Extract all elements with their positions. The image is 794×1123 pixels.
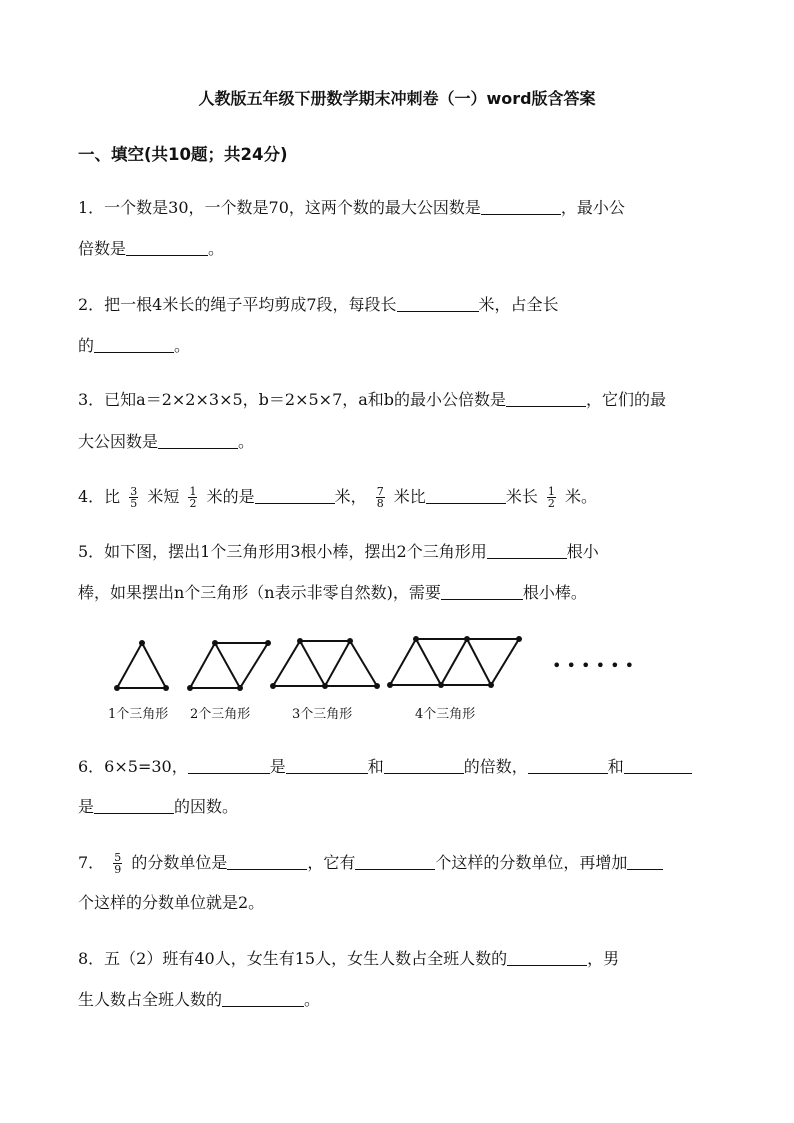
triangle-1-shape <box>117 643 166 688</box>
question-text: 米的是 <box>206 487 255 506</box>
answer-blank[interactable] <box>627 853 663 870</box>
figure-label-2: 2个三角形 <box>190 707 251 722</box>
answer-blank[interactable] <box>624 757 692 774</box>
question-text: 的分数单位是 <box>131 853 228 872</box>
question-text: ，最小公 <box>560 198 625 217</box>
figure-label-1: 1个三角形 <box>108 707 169 722</box>
question-text: 6．6×5=30， <box>78 757 188 776</box>
fraction-denominator: 2 <box>547 497 555 510</box>
question-text: 7． <box>78 853 105 872</box>
answer-blank[interactable] <box>481 198 561 215</box>
fraction-numerator: 1 <box>547 485 555 498</box>
answer-blank[interactable] <box>506 390 586 407</box>
question-text: 和 <box>367 757 384 776</box>
answer-blank[interactable] <box>426 487 506 504</box>
question-6-line-1 <box>78 757 692 777</box>
page-title: 人教版五年级下册数学期末冲刺卷（一）word版含答案 <box>198 89 596 108</box>
question-text: 。 <box>304 990 321 1009</box>
question-text: 大公因数是 <box>78 432 159 451</box>
answer-blank[interactable] <box>222 990 304 1007</box>
fraction-denominator: 9 <box>114 863 122 876</box>
answer-blank[interactable] <box>384 757 464 774</box>
figure-label-3: 3个三角形 <box>292 707 353 722</box>
answer-blank[interactable] <box>286 757 368 774</box>
question-text: 。 <box>238 432 255 451</box>
figure-label-4: 4个三角形 <box>415 707 476 722</box>
question-text: 生人数占全班人数的 <box>78 990 223 1009</box>
question-5-line-2 <box>78 583 587 603</box>
answer-blank[interactable] <box>255 487 335 504</box>
fraction-denominator: 5 <box>130 497 138 510</box>
question-text: 米， <box>334 487 367 506</box>
question-3-line-1 <box>78 390 666 410</box>
question-6-line-2 <box>78 797 238 817</box>
triangle-3-middle <box>300 641 350 686</box>
question-text: 根小 <box>566 542 599 561</box>
fraction <box>129 486 138 509</box>
answer-blank[interactable] <box>94 797 174 814</box>
fraction-numerator: 5 <box>114 851 122 864</box>
question-text: 棒，如果摆出n个三角形（n表示非零自然数)，需要 <box>78 583 441 602</box>
question-text: 。 <box>208 239 225 258</box>
ellipsis-dots: • • • • • • <box>552 656 635 675</box>
question-text: 个这样的分数单位，再增加 <box>435 853 628 872</box>
question-text: 1．一个数是30，一个数是70，这两个数的最大公因数是 <box>78 198 481 217</box>
question-7-line-1 <box>78 852 663 875</box>
question-8-line-2 <box>78 990 320 1010</box>
question-text: 的 <box>78 336 95 355</box>
answer-blank[interactable] <box>441 583 523 600</box>
question-1-line-2 <box>78 239 224 259</box>
triangle-2-shape-b <box>215 643 268 688</box>
fraction <box>376 486 385 509</box>
fraction <box>188 486 197 509</box>
question-1-line-1 <box>78 198 625 218</box>
question-text: ，它有 <box>307 853 356 872</box>
question-text: 个这样的分数单位就是2。 <box>78 893 265 912</box>
question-2-line-2 <box>78 336 190 356</box>
question-text: ，男 <box>587 949 620 968</box>
fraction-denominator: 8 <box>376 497 384 510</box>
answer-blank[interactable] <box>487 542 567 559</box>
question-8-line-1 <box>78 949 619 969</box>
answer-blank[interactable] <box>355 853 435 870</box>
question-text: 根小棒。 <box>522 583 587 602</box>
answer-blank[interactable] <box>507 949 587 966</box>
question-7-line-2 <box>78 893 264 913</box>
question-text: 3．已知a＝2×2×3×5，b＝2×5×7，a和b的最小公倍数是 <box>78 390 507 409</box>
question-text: 是 <box>269 757 286 776</box>
question-text: 米短 <box>147 487 180 506</box>
question-text: 8．五（2）班有40人，女生有15人，女生人数占全班人数的 <box>78 949 508 968</box>
answer-blank[interactable] <box>397 295 479 312</box>
section-heading: 一、填空(共10题；共24分) <box>78 145 288 164</box>
question-text: 米比 <box>393 487 426 506</box>
question-text: ，它们的最 <box>586 390 667 409</box>
answer-blank[interactable] <box>528 757 608 774</box>
question-text: 倍数是 <box>78 239 127 258</box>
question-text: 4．比 <box>78 487 121 506</box>
question-5-line-1 <box>78 542 599 562</box>
question-text: 5．如下图，摆出1个三角形用3根小棒，摆出2个三角形用 <box>78 542 487 561</box>
question-text: 2．把一根4米长的绳子平均剪成7段，每段长 <box>78 295 397 314</box>
fraction <box>113 852 122 875</box>
answer-blank[interactable] <box>188 757 270 774</box>
fraction-numerator: 3 <box>130 485 138 498</box>
answer-blank[interactable] <box>158 432 238 449</box>
question-text: 米。 <box>565 487 598 506</box>
question-text: 的倍数， <box>463 757 528 776</box>
triangle-3-top <box>273 641 377 686</box>
answer-blank[interactable] <box>94 336 174 353</box>
question-text: 是 <box>78 797 95 816</box>
fraction-denominator: 2 <box>189 497 197 510</box>
question-3-line-2 <box>78 432 254 452</box>
question-text: 米，占全长 <box>478 295 559 314</box>
question-text: 的因数。 <box>174 797 239 816</box>
fraction-numerator: 1 <box>189 485 197 498</box>
question-4-line-1 <box>78 486 597 509</box>
triangle-4-middle <box>416 639 491 685</box>
question-text: 米长 <box>505 487 538 506</box>
triangle-sticks-figure <box>100 630 660 730</box>
question-text: 。 <box>174 336 191 355</box>
question-2-line-1 <box>78 295 559 315</box>
question-text: 和 <box>607 757 624 776</box>
answer-blank[interactable] <box>227 853 307 870</box>
answer-blank[interactable] <box>126 239 208 256</box>
fraction <box>547 486 556 509</box>
fraction-numerator: 7 <box>376 485 384 498</box>
triangle-2-shape-a <box>190 643 240 688</box>
